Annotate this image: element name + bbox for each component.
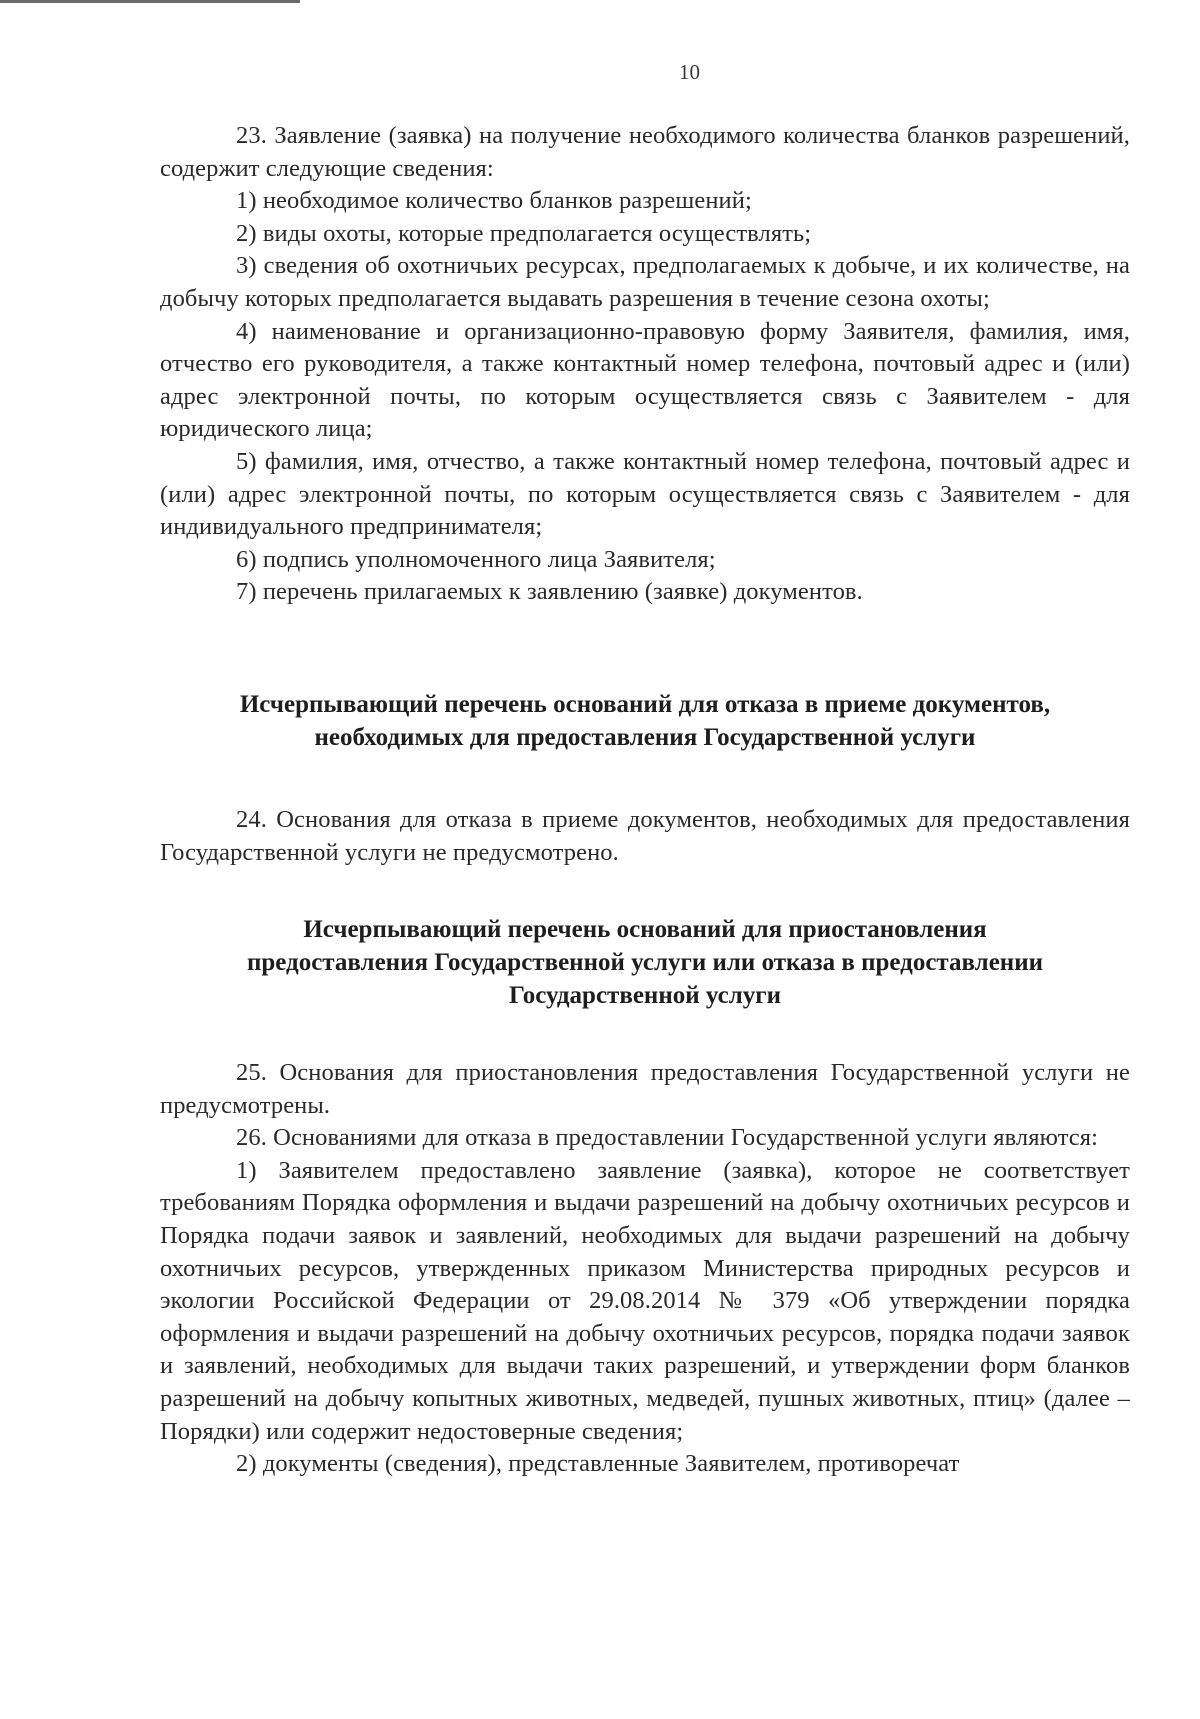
heading-line: необходимых для предоставления Государственной услуги xyxy=(314,724,976,751)
scan-edge xyxy=(0,0,300,3)
heading-line: Исчерпывающий перечень оснований для приостановления xyxy=(303,916,987,943)
list-item: 2) виды охоты, которые предполагается осуществлять; xyxy=(236,219,812,247)
list-item: 4) наименование и организационно-правовую форму Заявителя, фамилия, имя, отчество его руководителя, а также контактный номер телефона, почтовый адрес и (или) адрес электронной почты, по которым осуществляется связь с Заявителем - для юридического лица; xyxy=(160,317,1130,443)
paragraph: 23. Заявление (заявка) на получение необходимого количества бланков разрешений, содержит следующие сведения: xyxy=(160,122,1130,182)
paragraph: 26. Основаниями для отказа в предоставлении Государственной услуги являются: xyxy=(236,1124,1099,1152)
section-25-26 xyxy=(160,1057,1130,1481)
paragraph: 25. Основания для приостановления предоставления Государственной услуги не предусмотрены. xyxy=(160,1059,1130,1119)
list-item: 1) необходимое количество бланков разрешений; xyxy=(236,187,752,215)
section-23 xyxy=(160,120,1130,609)
list-item: 7) перечень прилагаемых к заявлению (заявке) документов. xyxy=(236,578,863,606)
list-item: 2) документы (сведения), представленные Заявителем, противоречат xyxy=(236,1450,960,1478)
page-number: 10 xyxy=(679,60,700,84)
list-item: 6) подпись уполномоченного лица Заявителя; xyxy=(236,545,716,573)
list-item: 3) сведения об охотничьих ресурсах, предполагаемых к добыче, и их количестве, на добычу которых предполагается выдавать разрешения в течение сезона охоты; xyxy=(160,252,1130,312)
section-24 xyxy=(160,804,1130,869)
heading-line: предоставления Государственной услуги или отказа в предоставлении xyxy=(246,949,1044,976)
list-item: 1) Заявителем предоставлено заявление (заявка), которое не соответствует требованиям Порядка оформления и выдачи разрешений на добычу охотничьих ресурсов и Порядка подачи заявок и заявлений, необходимых для выдачи разрешений на добычу охотничьих ресурсов, утвержденных приказом Министерства природных ресурсов и экологии Российской Федерации от 29.08.2014 № 379 «Об утверждении порядка оформления и выдачи разрешений на добычу охотничьих ресурсов, порядка подачи заявок и заявлений, необходимых для выдачи таких разрешений, и утверждении форм бланков разрешений на добычу копытных животных, медведей, пушных животных, птиц» (далее – Порядки) или содержит недостоверные сведения; xyxy=(160,1156,1130,1445)
section-heading-refusal-documents xyxy=(160,688,1130,754)
paragraph: 24. Основания для отказа в приеме документов, необходимых для предоставления Государственной услуги не предусмотрено. xyxy=(160,806,1130,866)
heading-line: Государственной услуги xyxy=(509,982,781,1009)
list-item: 5) фамилия, имя, отчество, а также контактный номер телефона, почтовый адрес и (или) адрес электронной почты, по которым осуществляется связь с Заявителем - для индивидуального предпринимателя; xyxy=(160,447,1130,541)
heading-line: Исчерпывающий перечень оснований для отказа в приеме документов, xyxy=(239,691,1051,718)
section-heading-suspension-refusal xyxy=(160,913,1130,1012)
